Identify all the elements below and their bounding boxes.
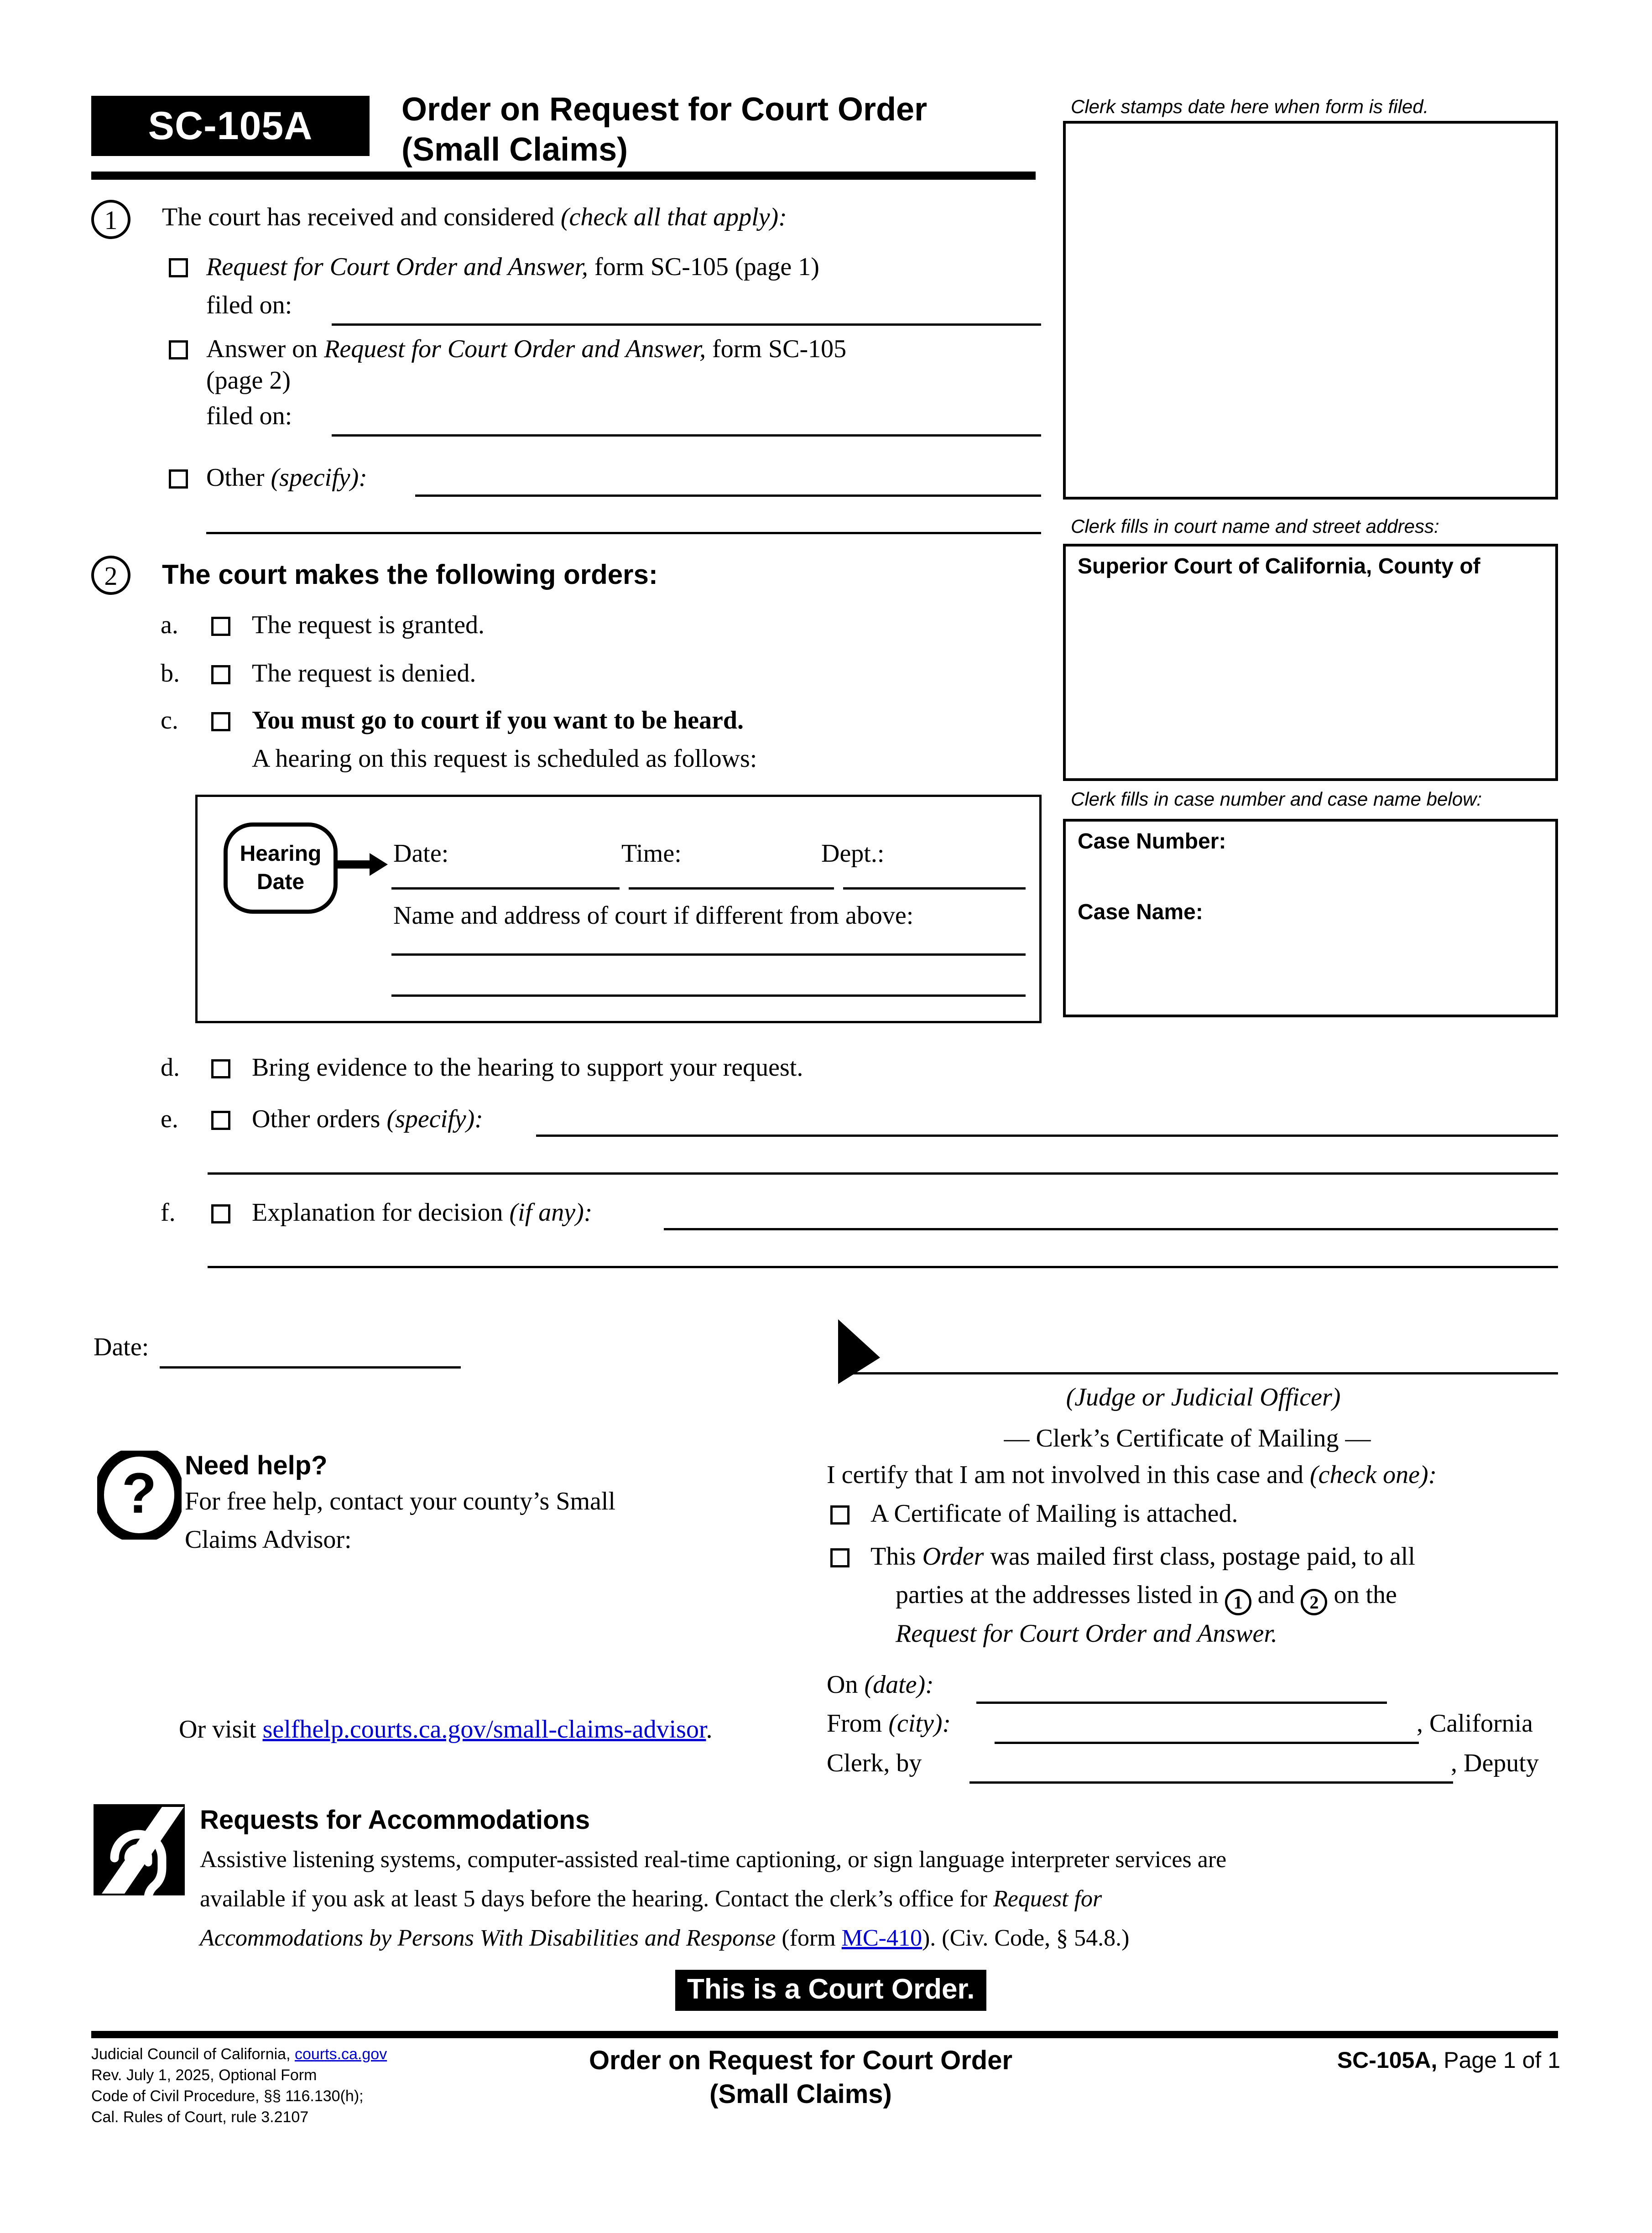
footer-right-block	[1314, 2047, 1560, 2073]
judge-signature-caption: (Judge or Judicial Officer)	[1066, 1383, 1341, 1411]
section-1-lead-italic: (check all that apply):	[560, 203, 787, 231]
signature-date-line[interactable]	[160, 1366, 461, 1369]
hearing-date-label: Date:	[393, 839, 449, 868]
checkbox-other-considered[interactable]	[169, 469, 188, 489]
svg-text:?: ?	[121, 1462, 157, 1525]
certificate-option-2-line-1	[870, 1541, 1415, 1572]
form-code-badge: SC-105A	[91, 96, 370, 156]
header-divider	[91, 172, 1036, 180]
clerk-stamp-label: Clerk stamps date here when form is filed.	[1071, 96, 1429, 117]
checkbox-answer-on-request[interactable]	[169, 340, 188, 359]
certificate-from-city-label	[827, 1708, 951, 1739]
from-label-plain: From	[827, 1709, 889, 1738]
certificate-clerk-by-line[interactable]	[969, 1781, 1453, 1784]
small-claims-advisor-link[interactable]: selfhelp.courts.ca.gov/small-claims-advisor	[262, 1715, 706, 1744]
hearing-address-label: Name and address of court if different from above:	[393, 901, 914, 930]
section-2-item-e-text	[252, 1104, 483, 1134]
checkbox-order-mailed-first-class[interactable]	[830, 1548, 849, 1567]
case-name-label: Case Name:	[1078, 900, 1203, 924]
section-2-item-d-text: Bring evidence to the hearing to support your request.	[252, 1053, 803, 1082]
checkbox-request-granted[interactable]	[211, 617, 230, 636]
section-2-item-e-letter: e.	[161, 1105, 178, 1133]
checkbox-bring-evidence[interactable]	[211, 1059, 230, 1078]
footer-jcc-text: Judicial Council of California,	[91, 2046, 295, 2063]
section-1-item-1-filedon-label: filed on:	[206, 291, 292, 319]
hearing-pill-line-1: Hearing	[240, 842, 322, 866]
section-1-item-2-filedon-line[interactable]	[332, 434, 1041, 437]
certificate-on-date-line[interactable]	[976, 1702, 1387, 1704]
judge-signature-line[interactable]	[849, 1372, 1558, 1374]
section-2-item-f-line-2[interactable]	[208, 1266, 1558, 1268]
section-2-item-c-subtext: A hearing on this request is scheduled as follows:	[252, 744, 757, 773]
section-2-item-e-plain: Other orders	[252, 1105, 387, 1133]
cert-opt2-b: was mailed first class, postage paid, to all	[984, 1542, 1415, 1571]
case-number-label: Case Number:	[1078, 829, 1226, 854]
checkbox-must-go-to-court[interactable]	[211, 712, 230, 731]
accom-l3-c: ). (Civ. Code, § 54.8.)	[922, 1925, 1130, 1951]
footer-divider	[91, 2031, 1558, 2038]
case-info-label: Clerk fills in case number and case name below:	[1071, 788, 1482, 810]
section-2-item-f-italic: (if any):	[509, 1198, 593, 1227]
question-mark-icon	[97, 1451, 182, 1540]
section-1-item-3-text	[206, 463, 367, 493]
court-order-banner: This is a Court Order.	[675, 1970, 986, 2011]
hearing-dept-line[interactable]	[843, 887, 1026, 890]
certificate-option-1-text: A Certificate of Mailing is attached.	[870, 1499, 1238, 1528]
from-label-italic: (city):	[888, 1709, 951, 1738]
cert-opt2-l2a: parties at the addresses listed in	[896, 1581, 1225, 1609]
need-help-line-2: Claims Advisor:	[185, 1525, 352, 1554]
certificate-deputy-suffix: , Deputy	[1451, 1749, 1539, 1777]
footer-left-line-2: Rev. July 1, 2025, Optional Form	[91, 2066, 317, 2084]
certificate-from-city-line[interactable]	[995, 1742, 1419, 1744]
page-title	[401, 89, 1049, 170]
form-title-line-1: Order on Request for Court Order	[401, 91, 928, 128]
footer-left-line-1	[91, 2044, 538, 2065]
case-info-box[interactable]	[1063, 819, 1558, 1017]
accom-l2-plain: available if you ask at least 5 days before the hearing. Contact the clerk’s office for	[200, 1886, 993, 1912]
on-label-italic: (date):	[864, 1671, 934, 1699]
mc-410-form-link[interactable]: MC-410	[841, 1925, 922, 1951]
footer-center-line-1: Order on Request for Court Order	[589, 2046, 1013, 2075]
footer-center-line-2: (Small Claims)	[709, 2079, 892, 2109]
certificate-option-2-line-2	[896, 1580, 1397, 1615]
signature-date-label: Date:	[94, 1333, 149, 1361]
accom-l3-italic: Accommodations by Persons With Disabilities and Response	[200, 1925, 776, 1951]
section-1-lead	[162, 202, 1052, 232]
need-help-line-1: For free help, contact your county’s Small	[185, 1487, 615, 1515]
checkbox-other-orders[interactable]	[211, 1111, 230, 1130]
section-2-item-b-text: The request is denied.	[252, 659, 476, 687]
section-2-item-f-plain: Explanation for decision	[252, 1198, 510, 1227]
section-1-item-1-text	[206, 252, 1041, 282]
section-2-item-e-line-2[interactable]	[208, 1172, 1558, 1175]
certificate-heading: — Clerk’s Certificate of Mailing —	[1004, 1424, 1371, 1452]
footer-left-line-4: Cal. Rules of Court, rule 3.2107	[91, 2108, 309, 2126]
need-help-visit-line	[179, 1714, 713, 1744]
certificate-from-city-suffix: , California	[1417, 1709, 1533, 1738]
certificate-on-date-label	[827, 1670, 934, 1700]
accommodations-line-3	[200, 1924, 1564, 1953]
reference-circle-1: 1	[1225, 1589, 1251, 1615]
cert-opt2-l2c: on the	[1327, 1581, 1397, 1609]
footer-left-block	[91, 2044, 538, 2128]
courts-ca-gov-link[interactable]: courts.ca.gov	[294, 2046, 387, 2063]
form-title-line-2: (Small Claims)	[401, 131, 628, 168]
accommodations-line-1: Assistive listening systems, computer-assisted real-time captioning, or sign language interpreter services are	[200, 1847, 1227, 1873]
checkbox-certificate-attached[interactable]	[830, 1505, 849, 1525]
certificate-intro	[827, 1460, 1561, 1490]
section-2-item-f-line-1[interactable]	[664, 1228, 1558, 1230]
section-2-item-c-letter: c.	[161, 706, 178, 734]
footer-left-line-3: Code of Civil Procedure, §§ 116.130(h);	[91, 2087, 364, 2105]
hearing-time-label: Time:	[621, 839, 682, 868]
section-2-item-a-letter: a.	[161, 611, 178, 639]
arrow-right-icon	[338, 848, 392, 880]
hearing-time-line[interactable]	[629, 887, 834, 890]
hearing-date-pill	[224, 822, 338, 914]
hearing-date-line[interactable]	[391, 887, 620, 890]
section-2-item-a-text: The request is granted.	[252, 611, 485, 639]
certificate-clerk-by-label: Clerk, by	[827, 1749, 922, 1777]
accommodations-heading: Requests for Accommodations	[200, 1805, 590, 1835]
section-1-item-1-plain: form SC-105 (page 1)	[588, 253, 819, 281]
court-name-heading: Superior Court of California, County of	[1078, 554, 1480, 578]
section-1-other-line-1[interactable]	[415, 494, 1041, 497]
certificate-intro-plain: I certify that I am not involved in this case and	[827, 1461, 1310, 1489]
clerk-stamp-box[interactable]	[1063, 121, 1558, 500]
court-name-box[interactable]	[1063, 544, 1558, 781]
hearing-address-line-2[interactable]	[391, 994, 1026, 997]
section-1-item-3-plain: Other	[206, 463, 271, 492]
checkbox-explanation-for-decision[interactable]	[211, 1204, 230, 1223]
section-2-item-e-italic: (specify):	[386, 1105, 483, 1133]
accom-l3-b: (form	[776, 1925, 842, 1951]
section-1-item-2-filedon-label: filed on:	[206, 402, 292, 430]
accommodations-line-2	[200, 1884, 1564, 1914]
on-label-plain: On	[827, 1671, 865, 1699]
signature-pointer-icon	[836, 1317, 886, 1386]
section-2-item-f-text	[252, 1197, 592, 1228]
section-1-lead-plain: The court has received and considered	[162, 203, 554, 231]
checkbox-request-for-court-order[interactable]	[169, 258, 188, 277]
footer-form-code: SC-105A,	[1337, 2047, 1438, 2073]
visit-suffix: .	[706, 1715, 713, 1744]
certificate-intro-italic: (check one):	[1310, 1461, 1437, 1489]
accom-l2-italic: Request for	[993, 1886, 1102, 1912]
checkbox-request-denied[interactable]	[211, 665, 230, 684]
section-1-item-2-text	[206, 334, 1041, 364]
section-2-number: 2	[91, 556, 130, 595]
section-1-item-2-line2: (page 2)	[206, 366, 291, 395]
section-1-item-2-italic: Request for Court Order and Answer,	[324, 335, 706, 363]
cert-opt2-a: This	[870, 1542, 922, 1571]
hearing-dept-label: Dept.:	[821, 839, 885, 868]
section-2-item-e-line-1[interactable]	[536, 1135, 1558, 1137]
cert-opt2-italic: Order	[922, 1542, 984, 1571]
section-2-heading: The court makes the following orders:	[162, 559, 658, 590]
reference-circle-2: 2	[1301, 1589, 1327, 1615]
visit-prefix: Or visit	[179, 1715, 263, 1744]
need-help-heading: Need help?	[185, 1451, 328, 1480]
section-1-other-line-2[interactable]	[206, 532, 1041, 534]
section-2-item-d-letter: d.	[161, 1053, 180, 1082]
section-1-item-1-italic: Request for Court Order and Answer,	[206, 253, 588, 281]
section-2-item-c-text: You must go to court if you want to be heard.	[252, 706, 744, 734]
cert-opt2-l2b: and	[1251, 1581, 1301, 1609]
section-1-number: 1	[91, 200, 130, 239]
section-2-item-b-letter: b.	[161, 659, 180, 687]
certificate-option-2-line-3: Request for Court Order and Answer.	[896, 1619, 1277, 1648]
ear-accessibility-icon	[94, 1804, 185, 1895]
footer-center-block	[493, 2044, 1109, 2111]
hearing-address-line-1[interactable]	[391, 953, 1026, 956]
section-1-item-3-italic: (specify):	[271, 463, 367, 492]
section-1-item-1-filedon-line[interactable]	[332, 323, 1041, 326]
hearing-pill-line-2: Date	[256, 870, 305, 894]
court-name-label: Clerk fills in court name and street address:	[1071, 515, 1439, 537]
footer-page-count: Page 1 of 1	[1437, 2047, 1560, 2073]
section-1-item-2-prefix: Answer on	[206, 335, 324, 363]
section-2-item-f-letter: f.	[161, 1198, 176, 1227]
section-1-item-2-plain: form SC-105	[706, 335, 847, 363]
